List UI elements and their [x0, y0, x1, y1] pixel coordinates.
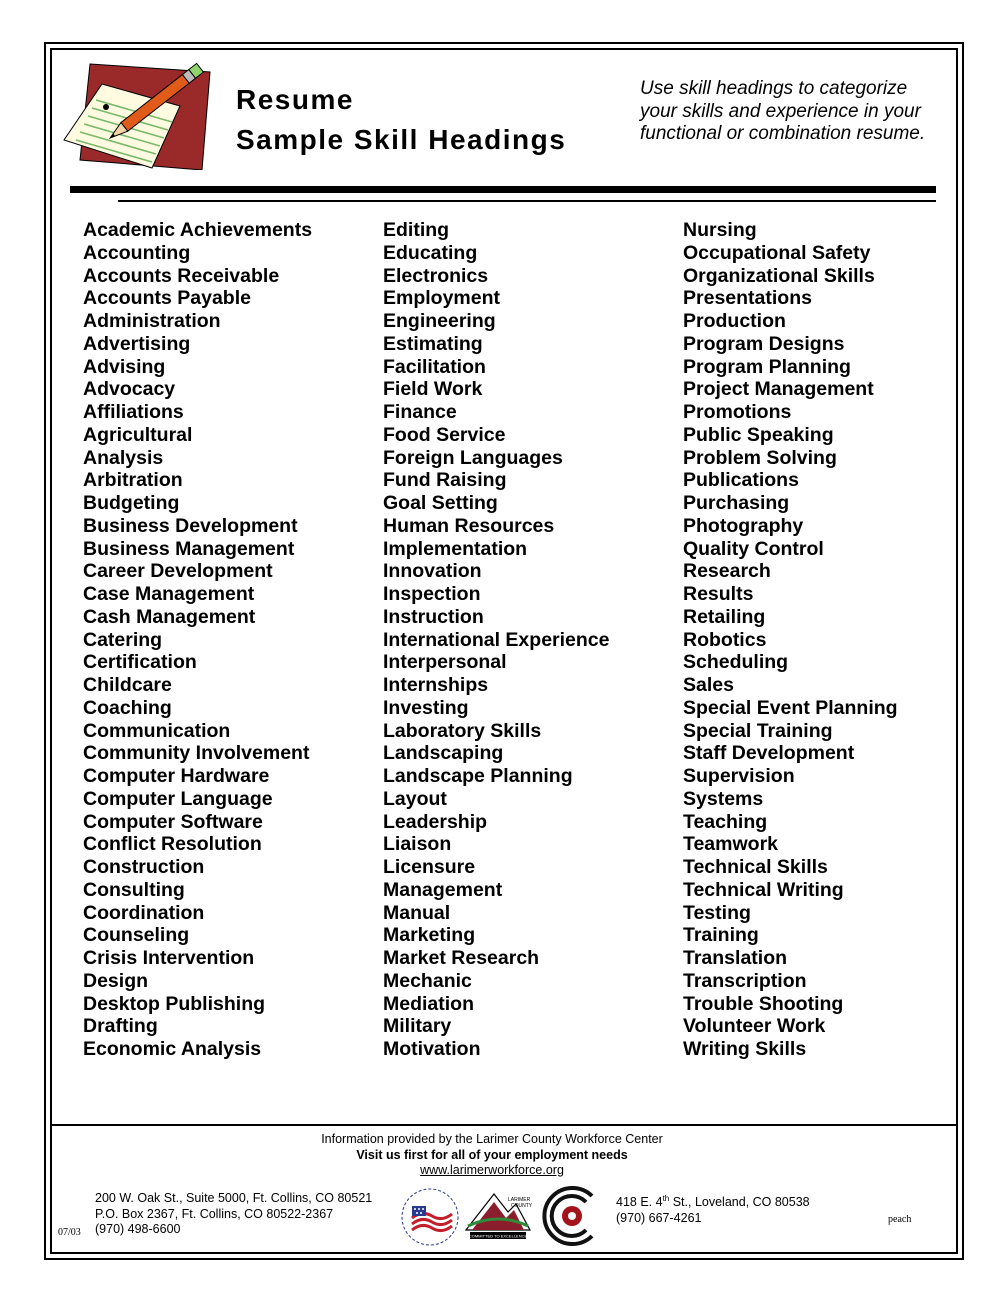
workforce-center-circle-logo-icon: [540, 1184, 604, 1248]
skill-heading-item: Scheduling: [683, 651, 789, 674]
header-divider-thick: [70, 186, 936, 193]
skill-heading-item: Publications: [683, 469, 799, 492]
skill-heading-item: Business Management: [83, 537, 295, 560]
skill-heading-item: Interpersonal: [383, 651, 507, 674]
skill-heading-item: Writing Skills: [683, 1038, 807, 1060]
skill-heading-item: Licensure: [383, 856, 476, 878]
skill-heading-item: Nursing: [683, 219, 757, 241]
skill-heading-item: Accounts Payable: [83, 287, 251, 310]
skill-heading-item: Advertising: [83, 332, 191, 355]
loveland-address: [616, 1191, 810, 1226]
skill-heading-item: Computer Hardware: [83, 765, 270, 787]
skill-heading-item: Economic Analysis: [83, 1038, 262, 1060]
skill-heading-item: Volunteer Work: [683, 1015, 826, 1038]
skill-heading-item: Agricultural: [83, 423, 193, 446]
skill-heading-item: Estimating: [383, 332, 483, 355]
skill-heading-item: Advising: [83, 355, 166, 378]
footer-info-block: [50, 1132, 934, 1179]
skill-heading-item: Retailing: [683, 605, 766, 628]
skill-heading-item: Occupational Safety: [683, 241, 871, 264]
skill-heading-item: Case Management: [83, 583, 255, 605]
skill-heading-item: Cash Management: [83, 605, 256, 628]
skill-heading-item: Research: [683, 560, 771, 583]
skill-heading-item: Landscaping: [383, 742, 504, 765]
intro-tagline: Use skill headings to categorize your skills and experience in your functional or combination resume.: [640, 78, 926, 144]
skill-heading-item: Counseling: [83, 924, 190, 947]
skill-heading-item: Robotics: [683, 628, 767, 651]
phone-number: (970) 498-6600: [95, 1222, 181, 1236]
skill-heading-item: Business Development: [83, 514, 298, 537]
skill-heading-item: Educating: [383, 241, 478, 264]
skill-heading-item: Investing: [383, 696, 469, 719]
skill-heading-item: Academic Achievements: [83, 219, 313, 241]
skill-heading-item: Promotions: [683, 401, 792, 423]
skill-heading-item: Analysis: [83, 446, 164, 469]
skill-heading-item: Testing: [683, 901, 751, 924]
skill-heading-item: Manual: [383, 901, 451, 924]
skill-heading-item: Finance: [383, 401, 457, 423]
skill-heading-item: Computer Software: [83, 810, 263, 833]
skill-heading-item: Leadership: [383, 810, 488, 833]
skill-heading-item: Computer Language: [83, 787, 273, 810]
skill-heading-item: Foreign Languages: [383, 446, 563, 469]
document-code: 07/03: [58, 1227, 81, 1238]
skill-heading-item: Special Event Planning: [683, 696, 898, 719]
skills-column-2: [383, 219, 610, 1061]
skill-heading-item: Childcare: [83, 674, 172, 696]
skill-heading-item: Budgeting: [83, 492, 180, 514]
skill-heading-item: Accounts Receivable: [83, 264, 280, 287]
skill-heading-item: Crisis Intervention: [83, 947, 255, 969]
footer-info-text: Information provided by the Larimer County Workforce Center: [321, 1132, 663, 1146]
skill-heading-item: Sales: [683, 674, 734, 696]
skill-heading-item: Drafting: [83, 1015, 158, 1038]
skill-heading-item: Construction: [83, 856, 205, 878]
skill-heading-item: Project Management: [683, 378, 874, 401]
header-divider-thin: [118, 200, 936, 202]
skill-heading-item: International Experience: [383, 628, 610, 651]
skill-heading-item: Fund Raising: [383, 469, 507, 492]
skills-column-1: [83, 219, 312, 1061]
website-link[interactable]: www.larimerworkforce.org: [420, 1163, 564, 1177]
skill-heading-item: Purchasing: [683, 492, 790, 514]
resume-title: Resume: [236, 84, 354, 115]
skill-heading-item: Arbitration: [83, 469, 183, 492]
skill-heading-item: Liaison: [383, 833, 452, 856]
svg-text:COUNTY: COUNTY: [511, 1203, 532, 1209]
skill-heading-item: Laboratory Skills: [383, 719, 542, 742]
skill-heading-item: Goal Setting: [383, 492, 498, 514]
skill-heading-item: Market Research: [383, 947, 540, 969]
address-line: P.O. Box 2367, Ft. Collins, CO 80522-2367: [95, 1206, 334, 1221]
skill-heading-item: Public Speaking: [683, 423, 834, 446]
skill-heading-item: Presentations: [683, 287, 812, 310]
skill-heading-item: Coordination: [83, 901, 205, 924]
skill-heading-item: Desktop Publishing: [83, 992, 266, 1015]
skill-heading-item: Technical Skills: [683, 856, 828, 878]
americas-workforce-network-seal-icon: [398, 1184, 462, 1250]
skill-heading-item: Catering: [83, 628, 163, 651]
skill-heading-item: Motivation: [383, 1038, 481, 1060]
skill-heading-item: Mechanic: [383, 969, 472, 992]
skill-heading-item: Program Designs: [683, 332, 845, 355]
skill-heading-item: Employment: [383, 287, 501, 310]
skill-heading-item: Advocacy: [83, 378, 176, 401]
skill-heading-item: Transcription: [683, 969, 807, 992]
address-line: 418 E. 4th St., Loveland, CO 80538: [616, 1194, 810, 1210]
skill-heading-item: Food Service: [383, 423, 506, 446]
file-tag: peach: [888, 1214, 912, 1225]
skill-heading-item: Marketing: [383, 924, 476, 947]
skill-heading-item: Results: [683, 583, 754, 605]
skill-heading-item: Layout: [383, 787, 447, 810]
skill-heading-item: Teamwork: [683, 833, 779, 856]
skill-heading-item: Editing: [383, 219, 450, 241]
skill-heading-item: Conflict Resolution: [83, 833, 262, 856]
skill-heading-item: Field Work: [383, 378, 483, 401]
skill-heading-item: Problem Solving: [683, 446, 837, 469]
skill-heading-item: Military: [383, 1015, 452, 1038]
skill-heading-item: Engineering: [383, 310, 496, 332]
phone-number: (970) 667-4261: [616, 1210, 702, 1225]
skill-heading-item: Organizational Skills: [683, 264, 875, 287]
skill-heading-item: Inspection: [383, 583, 481, 605]
page-title: Sample Skill Headings: [236, 124, 567, 155]
skill-heading-item: Trouble Shooting: [683, 992, 844, 1015]
skill-heading-item: Management: [383, 878, 503, 901]
skill-heading-item: Quality Control: [683, 537, 824, 560]
skill-heading-item: Staff Development: [683, 742, 855, 765]
skill-heading-item: Consulting: [83, 878, 185, 901]
ft-collins-address: [95, 1191, 372, 1238]
skill-heading-item: Technical Writing: [683, 878, 844, 901]
svg-text:LARIMER: LARIMER: [508, 1197, 531, 1203]
skill-heading-item: Communication: [83, 719, 231, 742]
skill-heading-item: Systems: [683, 787, 764, 810]
footer-visit-text: Visit us first for all of your employment needs: [356, 1147, 628, 1162]
larimer-county-mountain-logo-icon: [464, 1190, 532, 1242]
skill-heading-item: Special Training: [683, 719, 833, 742]
skill-heading-item: Production: [683, 310, 786, 332]
skill-heading-item: Affiliations: [83, 401, 184, 423]
svg-text:COMMITTED TO EXCELLENCE: COMMITTED TO EXCELLENCE: [468, 1233, 528, 1239]
skill-heading-item: Facilitation: [383, 355, 486, 378]
skill-heading-item: Training: [683, 924, 759, 947]
skill-heading-item: Accounting: [83, 241, 191, 264]
skills-column-3: [683, 219, 898, 1061]
skill-heading-item: Program Planning: [683, 355, 851, 378]
skill-heading-item: Certification: [83, 651, 197, 674]
skill-heading-item: Administration: [83, 310, 221, 332]
skill-heading-item: Mediation: [383, 992, 474, 1015]
skill-heading-item: Career Development: [83, 560, 273, 583]
skill-heading-item: Photography: [683, 514, 804, 537]
skill-heading-item: Supervision: [683, 765, 795, 787]
skill-heading-item: Implementation: [383, 537, 528, 560]
footer-divider: [50, 1124, 958, 1126]
skill-heading-item: Coaching: [83, 696, 172, 719]
address-line: 200 W. Oak St., Suite 5000, Ft. Collins, CO 80521: [95, 1191, 373, 1205]
skill-heading-item: Community Involvement: [83, 742, 310, 765]
pencil-on-paper-icon: [62, 60, 216, 170]
skill-heading-item: Electronics: [383, 264, 489, 287]
skill-heading-item: Landscape Planning: [383, 765, 573, 787]
skill-heading-item: Human Resources: [383, 514, 555, 537]
skill-heading-item: Internships: [383, 674, 489, 696]
skill-heading-item: Design: [83, 969, 149, 992]
skill-heading-item: Translation: [683, 947, 788, 969]
skill-heading-item: Teaching: [683, 810, 768, 833]
skill-heading-item: Instruction: [383, 605, 484, 628]
skill-heading-item: Innovation: [383, 560, 482, 583]
